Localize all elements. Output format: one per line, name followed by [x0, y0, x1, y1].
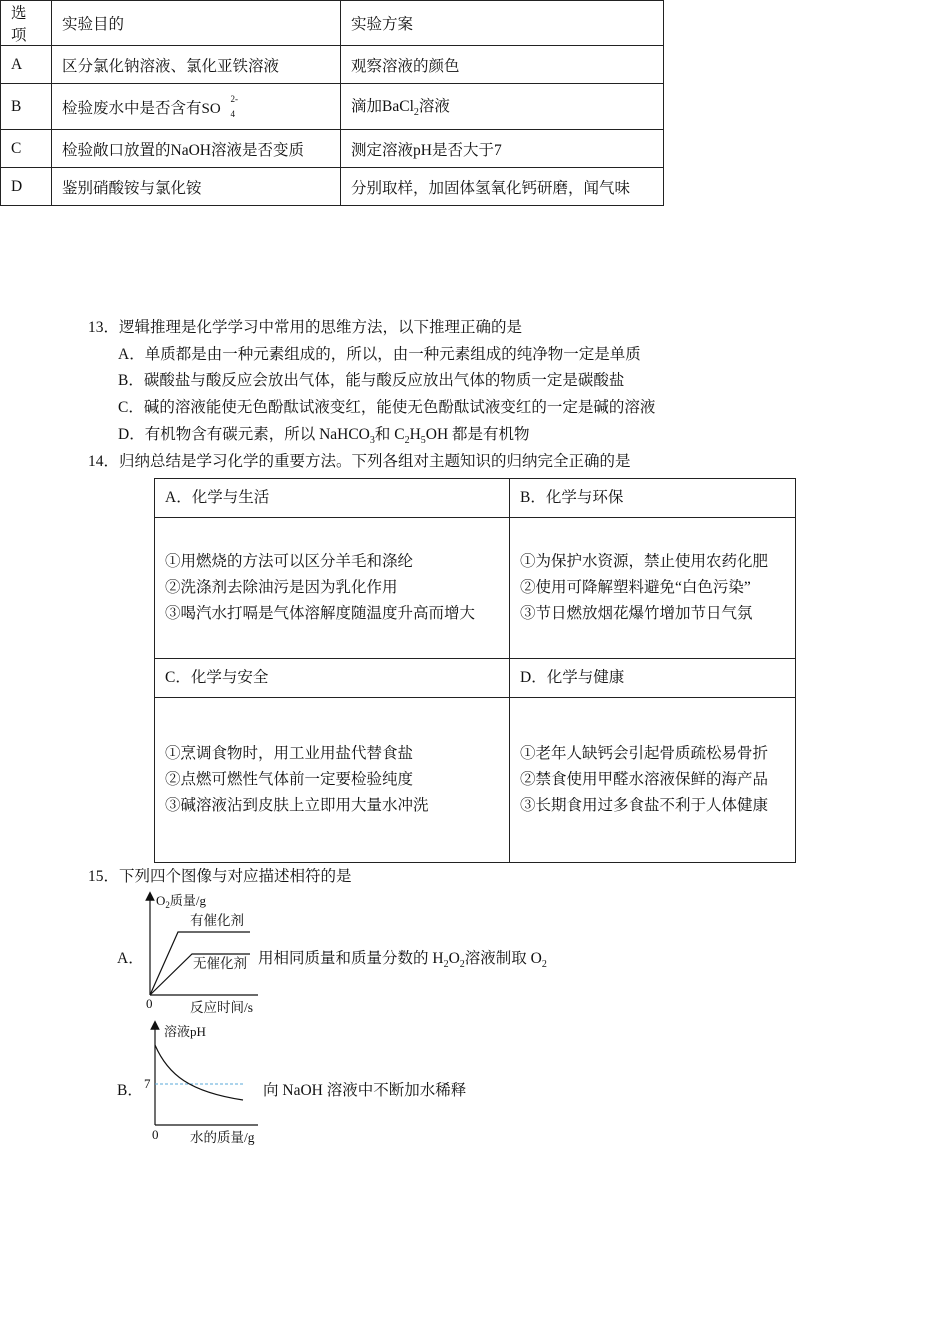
row-purpose: [52, 84, 341, 130]
list-item: ③节日燃放烟花爆竹增加节日气氛: [520, 605, 753, 622]
purpose-text: 检验废水中是否含有: [62, 99, 202, 117]
header-option: 选项: [1, 1, 52, 46]
desc-text: O: [448, 950, 460, 967]
q13-option-a: A．单质都是由一种元素组成的，所以，由一种元素组成的纯净物一定是单质: [118, 346, 641, 363]
graph-a-ylabel: $O_2$质量/g: [156, 893, 207, 910]
q13-option-c: C．碱的溶液能使无色酚酞试液变红，能使无色酚酞试液变红的一定是碱的溶液: [118, 399, 656, 416]
plan-text: 滴加: [351, 98, 383, 116]
table-header-row: [1, 1, 664, 46]
desc-sub: 2: [541, 959, 547, 971]
summary-table: [154, 478, 796, 863]
cell-items-c: [155, 698, 510, 863]
list-item: ③喝汽水打嗝是气体溶解度随温度升高而增大: [165, 605, 476, 622]
list-item: ①老年人缺钙会引起骨质疏松易骨折: [520, 745, 769, 762]
list-item: ①烹调食物时，用工业用盐代替食盐: [165, 745, 414, 762]
plan-formula-sub: 2: [413, 107, 419, 119]
graph-a-xlabel: 反应时间/s: [190, 1000, 254, 1015]
q13-d-sub: 3: [369, 435, 375, 447]
header-purpose: 实验目的: [52, 1, 341, 46]
row-purpose: 区分氯化钠溶液、氯化亚铁溶液: [52, 46, 341, 84]
cell-title-c: C．化学与安全: [155, 659, 510, 698]
plan-tail: 溶液: [418, 98, 450, 116]
row-plan: 分别取样，加固体氢氧化钙研磨，闻气味: [341, 168, 664, 206]
table-row: [155, 659, 796, 698]
q13-option-d: [118, 425, 530, 451]
ion-charge: 2-: [230, 93, 239, 104]
q14-stem: 14．归纳总结是学习化学的重要方法。下列各组对主题知识的归纳完全正确的是: [88, 453, 631, 470]
table-row: [155, 479, 796, 518]
list-item: ①用燃烧的方法可以区分羊毛和涤纶: [165, 553, 414, 570]
graph-b-curve: [155, 1045, 243, 1100]
experiment-table: [0, 0, 664, 206]
list-item: ②使用可降解塑料避免“白色污染”: [520, 579, 751, 596]
cell-title-d: D．化学与健康: [510, 659, 796, 698]
row-option: D: [1, 168, 52, 206]
row-purpose: 鉴别硝酸铵与氯化铵: [52, 168, 341, 206]
q15-option-a-label: A．: [117, 950, 144, 967]
list-item: ②点燃可燃性气体前一定要检验纯度: [165, 771, 414, 788]
graph-a-origin: 0: [146, 996, 153, 1011]
graph-a-oxygen-mass: [140, 890, 265, 1018]
q15-option-b-label: B．: [117, 1082, 143, 1099]
graph-a-line2-label: 无催化剂: [193, 956, 247, 971]
row-option: A: [1, 46, 52, 84]
q13-d-text: H: [409, 426, 421, 443]
cell-items-b: [510, 518, 796, 659]
desc-text: 溶液制取 O: [464, 950, 542, 967]
q13-stem: 13．逻辑推理是化学学习中常用的思维方法，以下推理正确的是: [88, 319, 523, 336]
table-row: [1, 168, 664, 206]
graph-b-origin: 0: [152, 1127, 159, 1142]
q13-option-b: B．碳酸盐与酸反应会放出气体，能与酸反应放出气体的物质一定是碳酸盐: [118, 372, 625, 389]
row-plan: 测定溶液pH是否大于7: [341, 130, 664, 168]
cell-items-a: [155, 518, 510, 659]
graph-b-xlabel: 水的质量/g: [190, 1130, 255, 1145]
list-item: ②禁食使用甲醛水溶液保鲜的海产品: [520, 771, 769, 788]
row-plan: [341, 84, 664, 130]
desc-sub: 2: [443, 959, 449, 971]
cell-title-b: B．化学与环保: [510, 479, 796, 518]
table-row: [155, 698, 796, 863]
graph-b-ylabel: 溶液pH: [164, 1024, 206, 1039]
q13-d-text: D．有机物含有碳元素，所以 NaHCO: [118, 426, 370, 443]
list-item: ③碱溶液沾到皮肤上立即用大量水冲洗: [165, 797, 429, 814]
q15-option-b-desc: 向 NaOH 溶液中不断加水稀释: [263, 1082, 467, 1099]
graph-a-line1-label: 有催化剂: [190, 913, 244, 928]
q13-d-sub: 2: [404, 435, 410, 447]
header-plan: 实验方案: [341, 1, 664, 46]
q15-stem: 15．下列四个图像与对应描述相符的是: [88, 868, 352, 885]
row-option: C: [1, 130, 52, 168]
cell-items-d: [510, 698, 796, 863]
desc-text: 用相同质量和质量分数的 H: [258, 950, 444, 967]
list-item: ③长期食用过多食盐不利于人体健康: [520, 797, 769, 814]
row-purpose: 检验敞口放置的NaOH溶液是否变质: [52, 130, 341, 168]
desc-sub: 2: [459, 959, 465, 971]
graph-b-ph: [140, 1020, 265, 1150]
ion-symbol: SO: [201, 100, 221, 117]
q13-d-text: OH 都是有机物: [425, 426, 530, 443]
list-item: ①为保护水资源，禁止使用农药化肥: [520, 553, 769, 570]
cell-title-a: A．化学与生活: [155, 479, 510, 518]
table-row: [1, 46, 664, 84]
q15-option-a-desc: [258, 946, 547, 970]
q13-d-sub: 5: [420, 435, 426, 447]
q13-d-text: 和 C: [374, 426, 405, 443]
table-row: [1, 84, 664, 130]
sulfate-ion: [201, 93, 239, 119]
row-option: B: [1, 84, 52, 130]
table-row: [155, 518, 796, 659]
plan-formula: BaCl: [382, 98, 414, 116]
graph-b-tick-7: 7: [144, 1076, 151, 1091]
row-plan: 观察溶液的颜色: [341, 46, 664, 84]
list-item: ②洗涤剂去除油污是因为乳化作用: [165, 579, 398, 596]
ion-subscript: 4: [230, 108, 236, 119]
table-row: [1, 130, 664, 168]
